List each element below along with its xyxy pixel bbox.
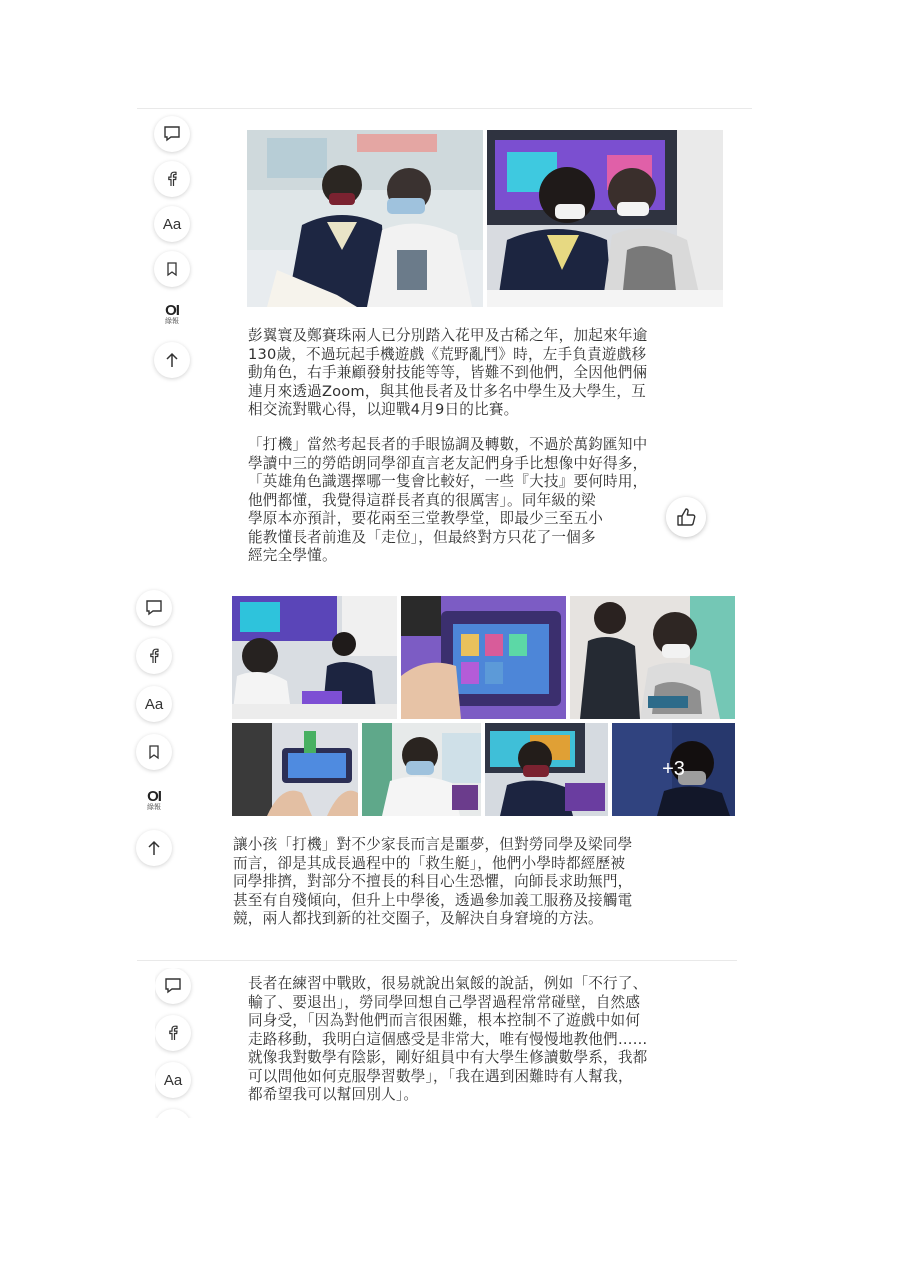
gallery-photo[interactable] xyxy=(401,596,566,719)
text-line: 他們都懂，我覺得這群長者真的很厲害」。同年級的梁 xyxy=(248,491,596,509)
more-photos-count: +3 xyxy=(662,758,685,780)
section-divider xyxy=(137,960,737,961)
text-line: 學原本亦預計，要花兩至三堂教學堂，即最少三至五小 xyxy=(248,510,604,527)
font-size-label: Aa xyxy=(163,1071,183,1089)
comment-icon xyxy=(145,599,163,617)
text-line: 長者在練習中戰敗，很易就說出氣餒的說話，例如「不行了、 xyxy=(248,975,648,992)
font-size-label: Aa xyxy=(144,695,164,713)
text-line: 「打機」當然考起長者的手眼協調及轉數，不過於萬鈞匯知中 xyxy=(248,436,648,453)
text-line: 讓小孩「打機」對不少家長而言是噩夢，但對勞同學及梁同學 xyxy=(233,836,633,853)
font-size-button[interactable] xyxy=(136,686,172,722)
gallery-photo[interactable] xyxy=(485,723,608,816)
facebook-share-button[interactable] xyxy=(154,161,190,197)
arrow-up-icon xyxy=(164,351,180,369)
gallery-photo[interactable] xyxy=(570,596,735,719)
article-photo[interactable] xyxy=(247,130,483,307)
share-rail xyxy=(136,590,176,870)
article-photo[interactable] xyxy=(487,130,723,307)
text-line: 而言，卻是其成長過程中的「救生艇」，他們小學時都經歷被 xyxy=(233,854,626,872)
bookmark-icon xyxy=(164,261,180,277)
bookmark-button[interactable] xyxy=(136,734,172,770)
text-line: 同身受，「因為對他們而言很困難，根本控制不了遊戲中如何 xyxy=(248,1012,641,1029)
comment-button[interactable] xyxy=(154,116,190,152)
facebook-share-button[interactable] xyxy=(136,638,172,674)
text-line: 彭翼寰及鄭賽珠兩人已分別踏入花甲及古稀之年，加起來年逾 xyxy=(248,327,648,344)
text-line: 就像我對數學有陰影，剛好組員中有大學生修讀數學系，我都 xyxy=(248,1049,648,1066)
font-size-button[interactable] xyxy=(154,206,190,242)
share-rail xyxy=(155,968,195,1118)
facebook-icon xyxy=(164,1024,182,1042)
brand-logo-button[interactable] xyxy=(136,782,172,818)
brand-logo-mark: OI xyxy=(147,787,161,805)
brand-logo-text: 綠報 xyxy=(165,316,179,325)
back-to-top-button[interactable] xyxy=(154,342,190,378)
text-line: 輸了、要退出」，勞同學回想自己學習過程常常碰壁，自然感 xyxy=(248,993,641,1011)
more-photos-overlay[interactable] xyxy=(612,723,735,816)
brand-logo-text: 綠報 xyxy=(147,802,161,811)
text-line: 走路移動，我明白這個感受是非常大，唯有慢慢地教他們…… xyxy=(248,1030,648,1048)
section-divider xyxy=(137,108,752,109)
article-paragraph xyxy=(248,436,726,566)
gallery-photo[interactable] xyxy=(362,723,481,816)
text-line: 經完全學懂。 xyxy=(248,547,337,564)
comment-button[interactable] xyxy=(136,590,172,626)
text-line: 競，兩人都找到新的社交圈子，及解決自身窘境的方法。 xyxy=(233,910,603,927)
text-line: 學讀中三的勞皓朗同學卻直言老友記們身手比想像中好得多， xyxy=(248,454,648,472)
text-line: 同學排擠，對部分不擅長的科目心生恐懼，向師長求助無門， xyxy=(233,873,633,890)
comment-icon xyxy=(163,125,181,143)
thumbs-up-icon xyxy=(675,506,697,528)
brand-logo-button[interactable] xyxy=(154,296,190,332)
comment-button[interactable] xyxy=(155,968,191,1004)
font-size-button[interactable] xyxy=(155,1062,191,1098)
gallery-photo[interactable] xyxy=(232,723,358,816)
facebook-share-button[interactable] xyxy=(155,1015,191,1051)
bookmark-button[interactable] xyxy=(155,1109,191,1118)
like-button[interactable] xyxy=(666,497,706,537)
arrow-up-icon xyxy=(146,839,162,857)
text-line: 可以問他如何克服學習數學」，「我在遇到困難時有人幫我， xyxy=(248,1067,633,1085)
text-line: 能教懂長者前進及「走位」，但最終對方只花了一個多 xyxy=(248,528,596,546)
text-line: 連月來透過Zoom，與其他長者及廿多名中學生及大學生，互 xyxy=(248,382,646,400)
comment-icon xyxy=(164,977,182,995)
share-rail xyxy=(154,116,194,386)
text-line: 動角色，右手兼顧發射技能等等，皆難不到他們，全因他們倆 xyxy=(248,364,648,381)
text-line: 「英雄角色識選擇哪一隻會比較好，一些『大技』要何時用， xyxy=(248,473,648,490)
font-size-label: Aa xyxy=(162,215,182,233)
text-line: 130歲，不過玩起手機遊戲《荒野亂鬥》時，左手負責遊戲移 xyxy=(248,345,647,363)
facebook-icon xyxy=(163,170,181,188)
text-line: 甚至有自殘傾向，但升上中學後，透過參加義工服務及接觸電 xyxy=(233,891,633,909)
brand-logo-mark: OI xyxy=(165,301,179,319)
facebook-icon xyxy=(145,647,163,665)
article-paragraph xyxy=(233,836,738,929)
article-paragraph xyxy=(248,975,726,1105)
gallery-photo[interactable] xyxy=(232,596,397,719)
text-line: 相交流對戰心得，以迎戰4月9日的比賽。 xyxy=(248,401,519,418)
bookmark-icon xyxy=(146,744,162,760)
gallery-photo-more[interactable] xyxy=(612,723,735,816)
bookmark-button[interactable] xyxy=(154,251,190,287)
article-paragraph xyxy=(248,327,726,420)
text-line: 都希望我可以幫回別人」。 xyxy=(248,1086,419,1103)
back-to-top-button[interactable] xyxy=(136,830,172,866)
